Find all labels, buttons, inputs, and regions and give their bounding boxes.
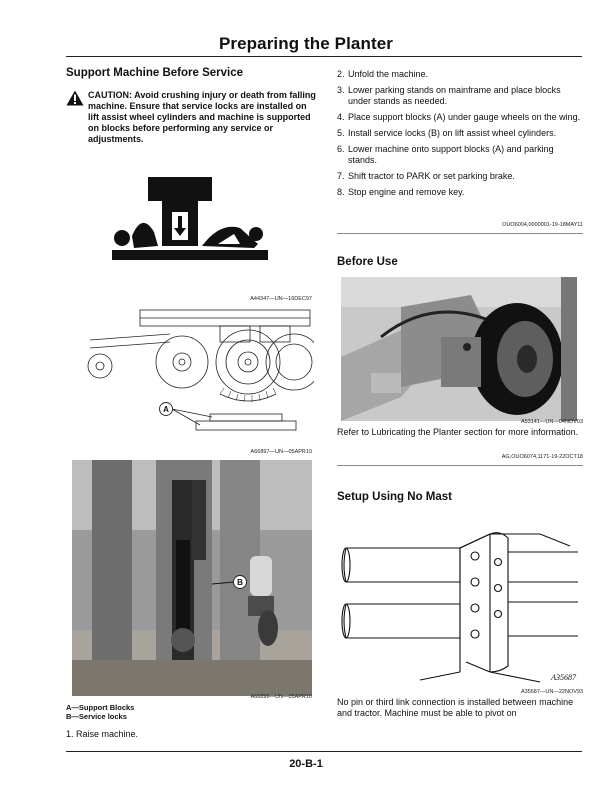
section-heading-before-use: Before Use	[337, 256, 398, 268]
gauge-wheel-photo	[341, 277, 577, 421]
list-item: 7. Shift tractor to PARK or set parking brake.	[337, 171, 515, 181]
before-use-text: Refer to Lubricating the Planter section for more information.	[337, 427, 579, 437]
section-divider	[337, 465, 583, 466]
figure-ref-support-blocks: A66897—UN—05APR10	[250, 449, 312, 455]
page-title: Preparing the Planter	[218, 34, 394, 53]
legend-item-service-locks: B—Service locks	[66, 712, 127, 721]
warning-triangle-icon	[66, 90, 84, 106]
figure-ref-gauge-wheel: A53141—UN—04NOV03	[520, 419, 583, 425]
step-text: Raise machine.	[76, 729, 139, 739]
figure-ref-no-mast: A35687—UN—22NOV93	[520, 689, 583, 695]
legend-item-support-blocks: A—Support Blocks	[66, 703, 135, 712]
figure-ref-crush: A44347—UN—16DEC97	[250, 296, 312, 302]
steps-list	[337, 69, 583, 203]
list-item: 5. Install service locks (B) on lift assist wheel cylinders.	[337, 128, 557, 138]
list-item: 6. Lower machine onto support blocks (A) and parking stands.	[337, 144, 554, 165]
no-mast-text: No pin or third link connection is installed between machine and tractor. Machine must be able to pivot on	[337, 697, 574, 718]
list-item: 8. Stop engine and remove key.	[337, 187, 465, 197]
service-lock-photo	[72, 460, 312, 696]
support-blocks-drawing	[70, 304, 314, 444]
title-rule	[66, 56, 582, 57]
list-item: 2. Unfold the machine.	[337, 69, 429, 79]
figure-ref-service-lock: A66896—UN—05APR10	[250, 694, 312, 700]
list-item: 4. Place support blocks (A) under gauge wheels on the wing.	[337, 112, 581, 122]
no-mast-hitch-drawing	[340, 512, 584, 688]
callout-a: A	[163, 405, 169, 414]
callout-b: B	[237, 578, 243, 587]
section-divider	[337, 233, 583, 234]
section-ref-before-use: AG,OUO6074,1171-19-22OCT18	[501, 454, 583, 460]
section-ref-support: OUO6004,0000001-19-18MAY11	[502, 222, 583, 228]
figure-legend	[66, 703, 134, 721]
step-number: 1.	[66, 729, 74, 739]
caution-text: CAUTION: Avoid crushing injury or death from falling machine. Ensure that service locks are installed on lift assist wheel cylinders and machine is supported on blocks before performing any service or adjustments.	[88, 90, 316, 144]
footer-rule	[66, 751, 582, 752]
list-item: 3. Lower parking stands on mainframe and place blocks under stands as needed.	[337, 85, 561, 106]
section-heading-support-machine: Support Machine Before Service	[66, 67, 244, 79]
page-number: 20-B-1	[289, 758, 323, 770]
step-1	[66, 729, 138, 740]
crush-hazard-icon	[108, 172, 270, 272]
section-heading-no-mast: Setup Using No Mast	[337, 491, 453, 503]
drawing-label: A35687	[551, 673, 576, 682]
